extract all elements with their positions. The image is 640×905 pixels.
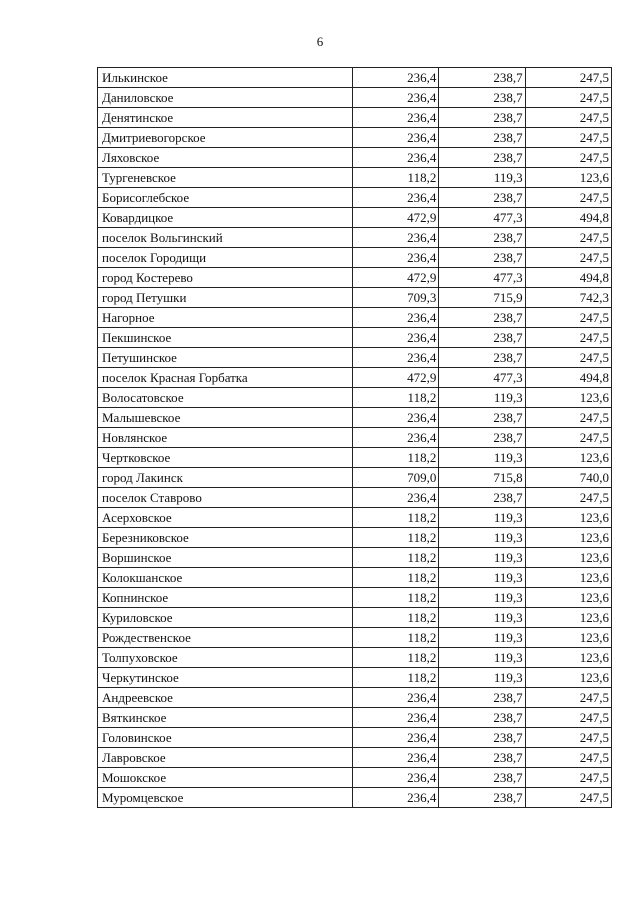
- table-row: [98, 368, 612, 388]
- row-name-cell: Малышевское: [98, 408, 353, 428]
- table-row: [98, 68, 612, 88]
- value-cell-3: 247,5: [525, 88, 611, 108]
- row-name-cell: Новлянское: [98, 428, 353, 448]
- row-name-cell: город Петушки: [98, 288, 353, 308]
- value-cell-3: 123,6: [525, 668, 611, 688]
- value-cell-2: 238,7: [439, 308, 525, 328]
- value-cell-2: 238,7: [439, 768, 525, 788]
- value-cell-3: 494,8: [525, 208, 611, 228]
- value-cell-1: 118,2: [353, 168, 439, 188]
- table-row: [98, 448, 612, 468]
- value-cell-3: 123,6: [525, 648, 611, 668]
- row-name-cell: Вяткинское: [98, 708, 353, 728]
- value-cell-3: 247,5: [525, 228, 611, 248]
- value-cell-3: 740,0: [525, 468, 611, 488]
- table-row: [98, 548, 612, 568]
- row-name-cell: Рождественское: [98, 628, 353, 648]
- value-cell-2: 238,7: [439, 688, 525, 708]
- table-row: [98, 428, 612, 448]
- value-cell-1: 236,4: [353, 328, 439, 348]
- value-cell-1: 236,4: [353, 308, 439, 328]
- value-cell-3: 247,5: [525, 688, 611, 708]
- table-row: [98, 588, 612, 608]
- table-row: [98, 628, 612, 648]
- value-cell-2: 238,7: [439, 788, 525, 808]
- value-cell-2: 119,3: [439, 628, 525, 648]
- value-cell-3: 247,5: [525, 408, 611, 428]
- table-row: [98, 108, 612, 128]
- value-cell-3: 123,6: [525, 548, 611, 568]
- value-cell-3: 123,6: [525, 388, 611, 408]
- value-cell-2: 119,3: [439, 648, 525, 668]
- value-cell-2: 238,7: [439, 148, 525, 168]
- value-cell-1: 236,4: [353, 188, 439, 208]
- value-cell-2: 119,3: [439, 168, 525, 188]
- value-cell-3: 247,5: [525, 728, 611, 748]
- value-cell-1: 118,2: [353, 528, 439, 548]
- value-cell-2: 119,3: [439, 608, 525, 628]
- value-cell-3: 247,5: [525, 748, 611, 768]
- row-name-cell: поселок Городищи: [98, 248, 353, 268]
- row-name-cell: Черкутинское: [98, 668, 353, 688]
- value-cell-1: 709,3: [353, 288, 439, 308]
- table-row: [98, 488, 612, 508]
- value-cell-2: 238,7: [439, 408, 525, 428]
- value-cell-2: 238,7: [439, 748, 525, 768]
- value-cell-3: 247,5: [525, 788, 611, 808]
- table-row: [98, 208, 612, 228]
- value-cell-2: 119,3: [439, 448, 525, 468]
- value-cell-1: 709,0: [353, 468, 439, 488]
- row-name-cell: город Костерево: [98, 268, 353, 288]
- row-name-cell: Муромцевское: [98, 788, 353, 808]
- value-cell-1: 236,4: [353, 68, 439, 88]
- value-cell-2: 238,7: [439, 248, 525, 268]
- value-cell-1: 118,2: [353, 628, 439, 648]
- row-name-cell: Петушинское: [98, 348, 353, 368]
- table-row: [98, 288, 612, 308]
- table-row: [98, 308, 612, 328]
- value-cell-2: 238,7: [439, 428, 525, 448]
- table-row: [98, 328, 612, 348]
- value-cell-2: 477,3: [439, 368, 525, 388]
- value-cell-3: 123,6: [525, 168, 611, 188]
- value-cell-2: 238,7: [439, 68, 525, 88]
- value-cell-3: 247,5: [525, 348, 611, 368]
- table-row: [98, 348, 612, 368]
- table-row: [98, 268, 612, 288]
- value-cell-3: 247,5: [525, 428, 611, 448]
- value-cell-1: 236,4: [353, 88, 439, 108]
- row-name-cell: Тургеневское: [98, 168, 353, 188]
- value-cell-1: 118,2: [353, 568, 439, 588]
- value-cell-2: 238,7: [439, 728, 525, 748]
- table-row: [98, 88, 612, 108]
- value-cell-1: 118,2: [353, 448, 439, 468]
- value-cell-3: 742,3: [525, 288, 611, 308]
- row-name-cell: Воршинское: [98, 548, 353, 568]
- table-row: [98, 708, 612, 728]
- value-cell-1: 118,2: [353, 648, 439, 668]
- table-row: [98, 388, 612, 408]
- row-name-cell: Борисоглебское: [98, 188, 353, 208]
- row-name-cell: Копнинское: [98, 588, 353, 608]
- value-cell-1: 472,9: [353, 368, 439, 388]
- value-cell-1: 236,4: [353, 768, 439, 788]
- row-name-cell: Даниловское: [98, 88, 353, 108]
- value-cell-1: 236,4: [353, 108, 439, 128]
- value-cell-1: 236,4: [353, 408, 439, 428]
- table-row: [98, 668, 612, 688]
- row-name-cell: Андреевское: [98, 688, 353, 708]
- value-cell-2: 477,3: [439, 268, 525, 288]
- value-cell-3: 123,6: [525, 628, 611, 648]
- value-cell-1: 118,2: [353, 508, 439, 528]
- row-name-cell: Пекшинское: [98, 328, 353, 348]
- value-cell-1: 118,2: [353, 388, 439, 408]
- value-cell-3: 247,5: [525, 108, 611, 128]
- value-cell-3: 247,5: [525, 768, 611, 788]
- value-cell-1: 236,4: [353, 248, 439, 268]
- row-name-cell: поселок Ставрово: [98, 488, 353, 508]
- table-row: [98, 188, 612, 208]
- page-number: 6: [316, 34, 324, 49]
- value-cell-3: 247,5: [525, 248, 611, 268]
- value-cell-2: 119,3: [439, 508, 525, 528]
- value-cell-3: 247,5: [525, 328, 611, 348]
- value-cell-1: 236,4: [353, 228, 439, 248]
- value-cell-2: 119,3: [439, 548, 525, 568]
- value-cell-3: 247,5: [525, 68, 611, 88]
- row-name-cell: Куриловское: [98, 608, 353, 628]
- value-cell-3: 247,5: [525, 128, 611, 148]
- row-name-cell: Березниковское: [98, 528, 353, 548]
- row-name-cell: Ковардицкое: [98, 208, 353, 228]
- value-cell-1: 236,4: [353, 428, 439, 448]
- value-cell-3: 247,5: [525, 708, 611, 728]
- table-row: [98, 748, 612, 768]
- value-cell-3: 123,6: [525, 448, 611, 468]
- value-cell-1: 118,2: [353, 608, 439, 628]
- row-name-cell: поселок Красная Горбатка: [98, 368, 353, 388]
- value-cell-2: 119,3: [439, 668, 525, 688]
- value-cell-1: 236,4: [353, 348, 439, 368]
- value-cell-2: 238,7: [439, 708, 525, 728]
- value-cell-2: 477,3: [439, 208, 525, 228]
- value-cell-2: 238,7: [439, 188, 525, 208]
- value-cell-3: 247,5: [525, 188, 611, 208]
- value-cell-1: 118,2: [353, 588, 439, 608]
- row-name-cell: Илькинское: [98, 68, 353, 88]
- row-name-cell: Асерховское: [98, 508, 353, 528]
- row-name-cell: Толпуховское: [98, 648, 353, 668]
- value-cell-3: 123,6: [525, 568, 611, 588]
- value-cell-1: 236,4: [353, 148, 439, 168]
- row-name-cell: поселок Вольгинский: [98, 228, 353, 248]
- value-cell-2: 715,9: [439, 288, 525, 308]
- row-name-cell: город Лакинск: [98, 468, 353, 488]
- row-name-cell: Денятинское: [98, 108, 353, 128]
- value-cell-1: 236,4: [353, 728, 439, 748]
- value-cell-2: 238,7: [439, 488, 525, 508]
- table-row: [98, 248, 612, 268]
- value-cell-3: 123,6: [525, 508, 611, 528]
- row-name-cell: Головинское: [98, 728, 353, 748]
- value-cell-2: 238,7: [439, 228, 525, 248]
- row-name-cell: Лавровское: [98, 748, 353, 768]
- value-cell-2: 119,3: [439, 528, 525, 548]
- data-table: [97, 67, 612, 808]
- row-name-cell: Ляховское: [98, 148, 353, 168]
- value-cell-1: 236,4: [353, 488, 439, 508]
- value-cell-2: 119,3: [439, 588, 525, 608]
- value-cell-1: 236,4: [353, 688, 439, 708]
- value-cell-2: 119,3: [439, 568, 525, 588]
- row-name-cell: Колокшанское: [98, 568, 353, 588]
- value-cell-1: 472,9: [353, 268, 439, 288]
- table-row: [98, 168, 612, 188]
- table-row: [98, 468, 612, 488]
- value-cell-3: 247,5: [525, 308, 611, 328]
- value-cell-3: 123,6: [525, 528, 611, 548]
- value-cell-1: 118,2: [353, 548, 439, 568]
- row-name-cell: Чертковское: [98, 448, 353, 468]
- value-cell-1: 236,4: [353, 788, 439, 808]
- value-cell-3: 247,5: [525, 148, 611, 168]
- table-row: [98, 408, 612, 428]
- table-row: [98, 148, 612, 168]
- table-row: [98, 568, 612, 588]
- value-cell-3: 494,8: [525, 368, 611, 388]
- table-row: [98, 528, 612, 548]
- table-row: [98, 128, 612, 148]
- row-name-cell: Мошокское: [98, 768, 353, 788]
- row-name-cell: Нагорное: [98, 308, 353, 328]
- value-cell-1: 118,2: [353, 668, 439, 688]
- table-body: [98, 68, 612, 808]
- value-cell-1: 236,4: [353, 748, 439, 768]
- value-cell-1: 236,4: [353, 128, 439, 148]
- value-cell-1: 236,4: [353, 708, 439, 728]
- value-cell-2: 238,7: [439, 348, 525, 368]
- table-row: [98, 508, 612, 528]
- value-cell-2: 119,3: [439, 388, 525, 408]
- value-cell-3: 247,5: [525, 488, 611, 508]
- table-row: [98, 788, 612, 808]
- value-cell-2: 238,7: [439, 328, 525, 348]
- table-row: [98, 608, 612, 628]
- table-row: [98, 648, 612, 668]
- row-name-cell: Волосатовское: [98, 388, 353, 408]
- value-cell-3: 123,6: [525, 588, 611, 608]
- value-cell-3: 123,6: [525, 608, 611, 628]
- table-row: [98, 688, 612, 708]
- value-cell-1: 472,9: [353, 208, 439, 228]
- table-row: [98, 728, 612, 748]
- table-row: [98, 768, 612, 788]
- value-cell-2: 238,7: [439, 88, 525, 108]
- value-cell-3: 494,8: [525, 268, 611, 288]
- row-name-cell: Дмитриевогорское: [98, 128, 353, 148]
- table-row: [98, 228, 612, 248]
- value-cell-2: 238,7: [439, 108, 525, 128]
- value-cell-2: 238,7: [439, 128, 525, 148]
- value-cell-2: 715,8: [439, 468, 525, 488]
